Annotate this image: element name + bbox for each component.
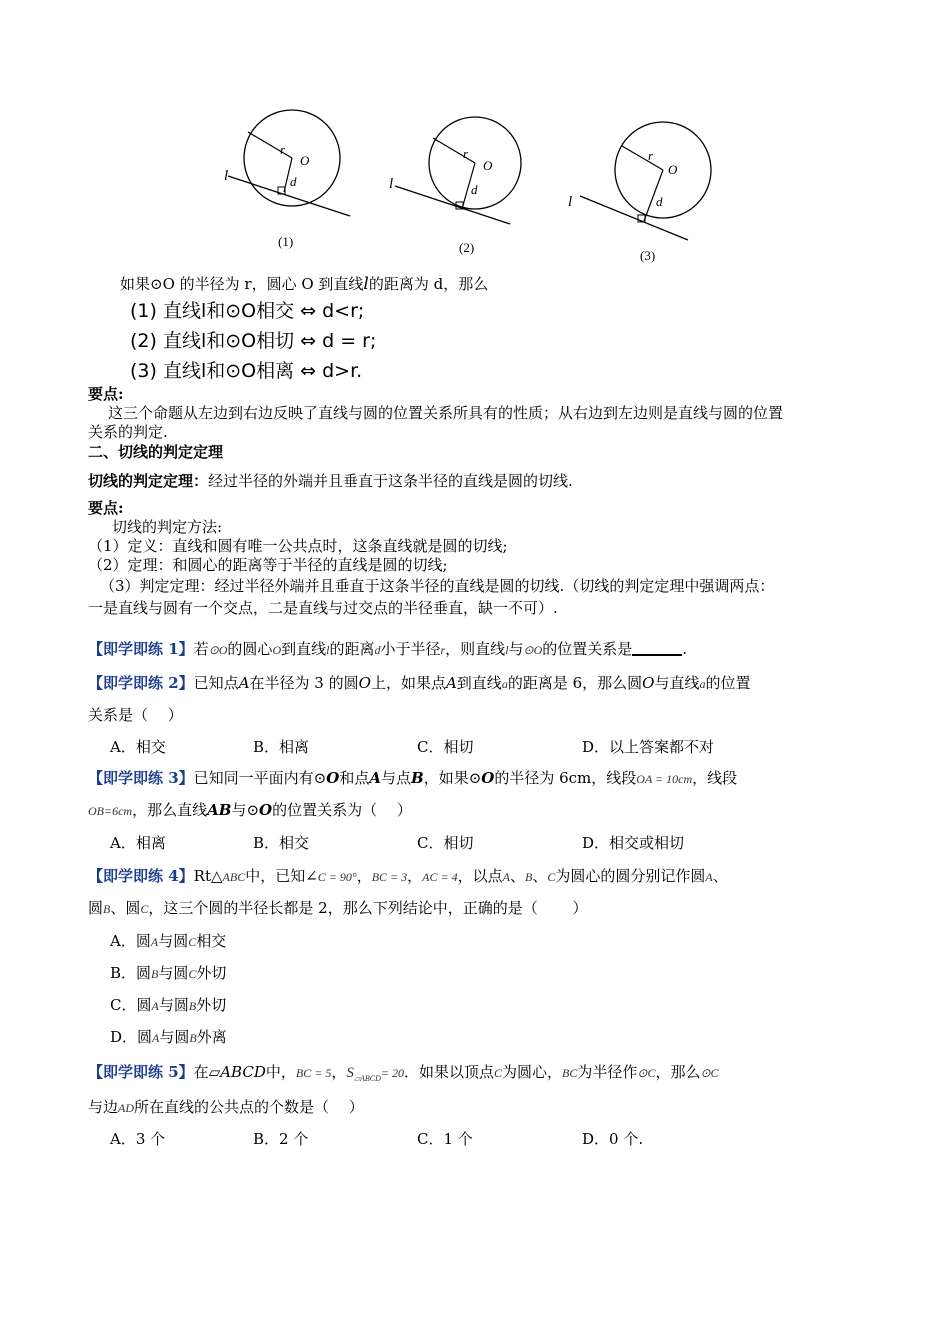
ex4-text: 、: [509, 867, 525, 885]
exercise-2-line2: 关系是（ ）: [88, 706, 183, 724]
ex2-text: 与直线: [654, 674, 700, 692]
ex4-text: 、: [712, 867, 728, 885]
ex3-text: 已知同一平面内有⊙: [193, 769, 327, 787]
ex5-choice-c[interactable]: C．1 个: [417, 1130, 473, 1148]
ex5-text: ，: [331, 1063, 347, 1081]
ex5-text: ，那么: [655, 1063, 701, 1081]
exercise-4-tag: 【即学即练 4】: [88, 867, 194, 885]
ex4-text: ，: [356, 867, 372, 885]
figure-1-label-d: d: [290, 174, 297, 189]
ex3-text: ，线段: [692, 769, 738, 787]
ex2-math: a: [699, 677, 706, 691]
ex2-math: A: [238, 674, 250, 692]
figure-3-diagram: [560, 108, 700, 248]
figure-2-label-l: l: [389, 176, 394, 192]
exercise-5-tag: 【即学即练 5】: [88, 1063, 194, 1081]
ex4-choice-c[interactable]: [110, 994, 226, 1015]
ex5-math: = 20: [380, 1066, 404, 1080]
ex5-text: ．如果以顶点: [404, 1063, 495, 1081]
ex1-math: ⊙O: [208, 643, 228, 657]
ex3-math: A: [369, 769, 381, 787]
figure-3-label-o: O: [668, 162, 678, 177]
exercise-5-line2: [88, 1096, 364, 1117]
ex5-choice-d[interactable]: D．0 个.: [582, 1130, 644, 1148]
figure-2-caption: (2): [459, 240, 475, 255]
ex4c-math: B: [188, 999, 197, 1013]
figure-1-label-l: l: [224, 168, 229, 184]
figure-2: [385, 108, 525, 255]
ex3-choice-a[interactable]: A．相离: [110, 834, 166, 852]
intro-l: l: [363, 274, 369, 294]
ex4d-text: 外离: [196, 1028, 227, 1046]
ex3-math: O: [259, 801, 273, 819]
figure-2-diagram: [385, 108, 525, 238]
ex1-text: 的位置关系是: [542, 640, 633, 658]
ex5-text: 为圆心，: [502, 1063, 563, 1081]
ex4-math: A: [705, 870, 713, 884]
ex5-choice-b[interactable]: B．2 个: [253, 1130, 309, 1148]
figure-1-label-o: O: [300, 153, 310, 168]
ex5-math: ⊙C: [637, 1066, 656, 1080]
ex1-math: r: [440, 643, 446, 657]
figure-3-label-r: r: [648, 148, 654, 163]
ex4c-text: 外切: [196, 996, 227, 1014]
condition-3: (3) 直线l和⊙O相离 ⇔ d>r.: [130, 360, 363, 382]
ex4b-text: 外切: [196, 964, 227, 982]
condition-2: (2) 直线l和⊙O相切 ⇔ d = r;: [130, 330, 377, 352]
ex4b-text: B．圆: [110, 964, 152, 982]
ex4b-text: 与圆: [158, 964, 189, 982]
ex4-math: AC = 4: [422, 870, 458, 884]
intro-text-1: 如果⊙O 的半径为 r，圆心 O 到直线: [120, 275, 364, 293]
ex2-choice-c[interactable]: C．相切: [417, 738, 474, 756]
ex3-math: O: [326, 769, 340, 787]
ex3-choice-d[interactable]: D．相交或相切: [582, 834, 685, 852]
ex4c-text: 与圆: [158, 996, 189, 1014]
ex3-math: B: [411, 769, 424, 787]
exercise-1-tag: 【即学即练 1】: [88, 640, 194, 658]
ex4a-text: A．圆: [110, 932, 151, 950]
ex4b-math: C: [188, 967, 197, 981]
ex5-text: 与边: [88, 1098, 119, 1116]
figure-1-label-r: r: [280, 142, 286, 157]
figure-2-label-d: d: [471, 182, 478, 197]
ex5-math: ▱ABCD: [208, 1063, 266, 1081]
ex4-text: Rt△: [193, 867, 223, 885]
ex3-math: O: [481, 769, 495, 787]
ex1-text: 若: [193, 640, 209, 658]
ex5-choice-a[interactable]: A．3 个: [110, 1130, 166, 1148]
ex4d-text: D．圆: [110, 1028, 153, 1046]
answer-blank[interactable]: [632, 640, 682, 656]
ex3-text: 的半径为 6cm，线段: [494, 769, 637, 787]
ex4-text: ，: [407, 867, 423, 885]
ex2-text: 已知点: [193, 674, 239, 692]
ex2-text: 的距离是 6，那么圆: [507, 674, 643, 692]
ex5-text: 所在直线的公共点的个数是（ ）: [134, 1098, 364, 1116]
section2-title: 二、切线的判定定理: [88, 443, 224, 461]
ex1-math: ⊙O: [523, 643, 543, 657]
ex4-text: ，以点: [457, 867, 503, 885]
exercise-1: [88, 638, 687, 659]
ex3-text: ，如果⊙: [423, 769, 482, 787]
ex1-math: O: [272, 643, 282, 657]
exercise-3: [88, 767, 737, 788]
ex5-text: 为半径作: [577, 1063, 638, 1081]
ex2-math: A: [445, 674, 457, 692]
ex4d-math: B: [189, 1031, 197, 1045]
ex5-math: BC: [562, 1066, 578, 1080]
ex3-choice-c[interactable]: C．相切: [417, 834, 474, 852]
ex4-text: 为圆心的圆分别记作圆: [555, 867, 706, 885]
ex2-text: 上，如果点: [370, 674, 446, 692]
ex3-text: 与⊙: [231, 801, 260, 819]
ex4-math: B: [524, 870, 533, 884]
ex4-math: C = 90°: [317, 870, 357, 884]
ex2-math: O: [642, 674, 655, 692]
ex4-text: 、: [532, 867, 548, 885]
key2-continuation: 一是直线与圆有一个交点，二是直线与过交点的半径垂直，缺一不可）.: [88, 599, 558, 617]
ex1-text: ，则直线: [445, 640, 506, 658]
key2-item-1: （1）定义：直线和圆有唯一公共点时，这条直线就是圆的切线;: [88, 537, 508, 555]
ex2-text: 到直线: [456, 674, 502, 692]
figure-1: [220, 108, 360, 249]
key1-title: 要点:: [88, 385, 124, 403]
exercise-2: [88, 672, 750, 693]
ex1-math: l: [326, 643, 330, 657]
intro-line: [120, 273, 488, 294]
ex4-math: ABC: [222, 870, 246, 884]
ex2-text: 在半径为 3 的圆: [249, 674, 359, 692]
ex3-text: 和点: [339, 769, 370, 787]
figure-1-diagram: [220, 108, 360, 238]
ex5-math: S: [346, 1065, 354, 1081]
ex4c-text: C．圆: [110, 996, 152, 1014]
theorem-line: [88, 470, 573, 491]
exercise-5: [88, 1061, 719, 1083]
ex1-text: 的圆心: [227, 640, 273, 658]
ex5-math: BC = 5: [295, 1066, 332, 1080]
key2-item-2: （2）定理：和圆心的距离等于半径的直线是圆的切线;: [88, 556, 448, 574]
ex1-text: 与: [508, 640, 524, 658]
ex4-text: 、圆: [110, 899, 141, 917]
ex1-text: 的距离: [329, 640, 375, 658]
condition-1: (1) 直线l和⊙O相交 ⇔ d<r;: [130, 300, 365, 322]
ex1-math: l: [505, 643, 509, 657]
exercise-3-tag: 【即学即练 3】: [88, 769, 194, 787]
key2-intro: 切线的判定方法:: [112, 518, 223, 536]
key2-item-3: （3）判定定理：经过半径外端并且垂直于这条半径的直线是圆的切线.（切线的判定定理中强调两点：: [100, 577, 775, 595]
figure-3-label-l: l: [568, 194, 573, 210]
key1-line1: 这三个命题从左边到右边反映了直线与圆的位置关系所具有的性质；从右边到左边则是直线与圆的位置: [108, 404, 784, 422]
ex4-math: C: [547, 870, 556, 884]
ex3-math: AB: [207, 801, 232, 819]
ex4b-math: B: [151, 967, 159, 981]
ex4a-text: 相交: [196, 932, 227, 950]
ex4d-math: A: [152, 1031, 160, 1045]
ex4-math: C: [140, 902, 149, 916]
ex5-text: 在: [193, 1063, 209, 1081]
exercise-2-tag: 【即学即练 2】: [88, 674, 194, 692]
exercise-4: [88, 865, 728, 886]
ex1-text: 到直线: [281, 640, 327, 658]
ex3-math: OA = 10cm: [636, 772, 693, 786]
exercise-3-line2: [88, 799, 412, 820]
ex1-text: .: [682, 640, 688, 658]
ex5-math: C: [494, 1066, 503, 1080]
ex1-text: 小于半径: [380, 640, 441, 658]
ex5-text: 中，: [265, 1063, 296, 1081]
ex4-choice-a[interactable]: [110, 930, 226, 951]
ex5-math: ▱ABCD: [353, 1074, 381, 1083]
exercise-4-line2: [88, 897, 587, 918]
ex4a-math: C: [188, 935, 197, 949]
ex2-math: O: [358, 674, 371, 692]
ex2-choice-a[interactable]: A．相交: [110, 738, 166, 756]
ex4-choice-b[interactable]: [110, 962, 226, 983]
ex2-choice-d[interactable]: D．以上答案都不对: [582, 738, 715, 756]
figure-3-label-d: d: [656, 194, 663, 209]
ex4c-math: A: [151, 999, 159, 1013]
figure-2-label-o: O: [483, 158, 493, 173]
ex3-math: OB=6cm: [88, 804, 133, 818]
ex5-math: ⊙C: [700, 1066, 719, 1080]
figure-1-caption: (1): [278, 234, 294, 249]
ex1-math: d: [374, 643, 381, 657]
ex4-math: A: [502, 870, 510, 884]
ex4-text: 中，已知∠: [245, 867, 318, 885]
ex4-choice-d[interactable]: [110, 1026, 227, 1047]
key2-title: 要点:: [88, 499, 124, 517]
figure-3-caption: (3): [640, 248, 656, 263]
ex4-math: B: [103, 902, 111, 916]
ex5-math: AD: [118, 1101, 135, 1115]
key1-line2: 关系的判定.: [88, 423, 168, 441]
ex4-text: ，这三个圆的半径长都是 2，那么下列结论中，正确的是（ ）: [148, 899, 588, 917]
ex4-text: 圆: [88, 899, 104, 917]
theorem-text: 经过半径的外端并且垂直于这条半径的直线是圆的切线.: [208, 472, 573, 490]
figure-3: [560, 108, 700, 263]
ex3-text: ，那么直线: [132, 801, 208, 819]
ex3-text: 的位置关系为（ ）: [272, 801, 412, 819]
ex2-choice-b[interactable]: B．相离: [253, 738, 310, 756]
ex3-choice-b[interactable]: B．相交: [253, 834, 310, 852]
ex2-text: 的位置: [705, 674, 751, 692]
ex4a-text: 与圆: [158, 932, 189, 950]
theorem-label: 切线的判定定理：: [88, 472, 209, 490]
figure-2-label-r: r: [463, 146, 469, 161]
intro-text-2: 的距离为 d，那么: [368, 275, 489, 293]
ex4d-text: 与圆: [159, 1028, 190, 1046]
ex4a-math: A: [150, 935, 159, 949]
ex3-text: 与点: [380, 769, 411, 787]
ex2-math: a: [501, 677, 508, 691]
ex4-math: BC = 3: [371, 870, 408, 884]
